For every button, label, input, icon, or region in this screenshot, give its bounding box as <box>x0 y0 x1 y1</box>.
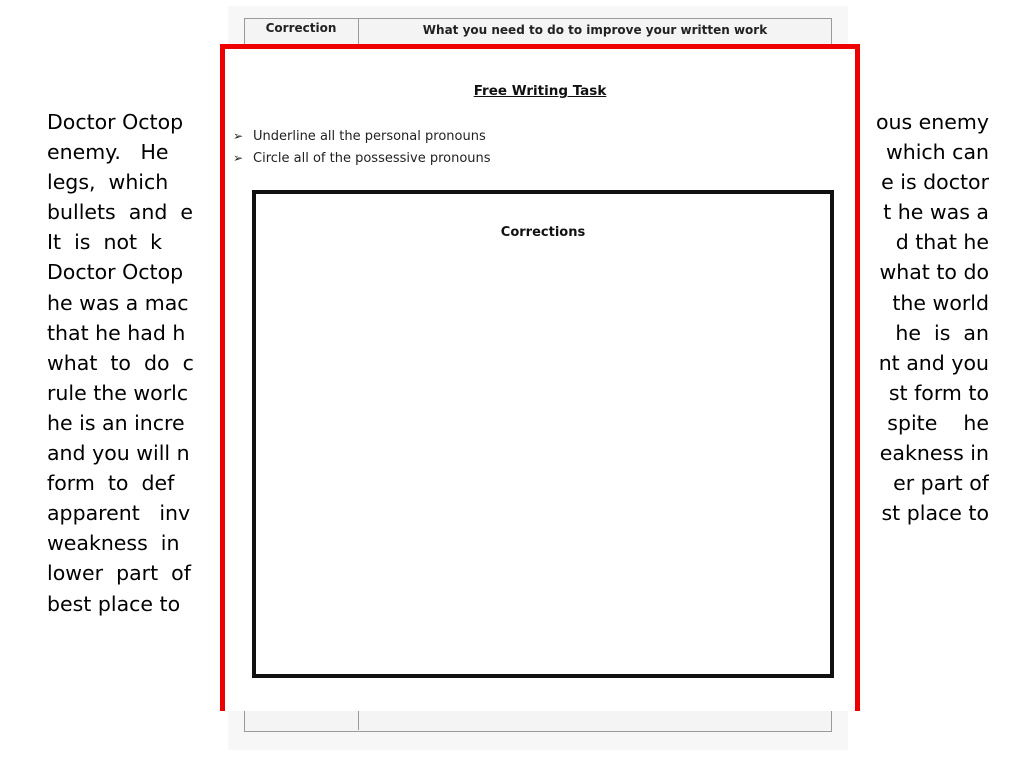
slide-line: the world <box>892 290 989 315</box>
slide-line: weakness in <box>47 531 180 556</box>
arrow-bullet-icon: ➢ <box>233 151 244 165</box>
slide-line: apparent inv <box>47 501 191 526</box>
slide-line: d that he <box>895 230 989 255</box>
slide-line: legs, which <box>47 170 169 195</box>
corrections-label: Corrections <box>500 225 586 240</box>
back-table-header-correction: Correction <box>244 18 359 40</box>
slide-line: bullets and e <box>47 200 193 225</box>
arrow-bullet-icon: ➢ <box>233 129 244 143</box>
instruction-text: Circle all of the possessive pronouns <box>253 151 491 166</box>
slide-line: ous enemy <box>875 110 989 134</box>
slide-line: t he was a <box>883 200 989 225</box>
slide-text-left-column <box>47 107 215 619</box>
slide-line: he is an <box>895 320 989 345</box>
slide-line: that he had h <box>47 320 186 345</box>
slide-line: what to do <box>879 260 989 285</box>
slide-line: which can <box>885 140 989 165</box>
slide-line: spite he <box>887 410 989 435</box>
free-writing-worksheet <box>220 44 860 711</box>
slide-line: Doctor Octop <box>47 110 184 134</box>
slide-line: eakness in <box>879 441 989 466</box>
slide-text-right-column <box>855 107 989 528</box>
slide-line: Doctor Octop <box>47 260 184 285</box>
back-table-header-improve: What you need to do to improve your written work <box>422 23 768 37</box>
worksheet-title: Free Writing Task <box>473 83 607 99</box>
slide-line: nt and you <box>878 350 989 375</box>
instruction-item <box>233 129 486 144</box>
slide-line: lower part of <box>47 561 191 586</box>
corrections-box <box>252 190 834 678</box>
slide-line: er part of <box>893 471 989 496</box>
slide-line: what to do c <box>47 350 194 375</box>
slide-line: st form to <box>888 380 989 405</box>
slide-line: e is doctor <box>881 170 989 195</box>
slide-line: It is not k <box>47 230 163 255</box>
slide-line: and you will n <box>47 441 190 466</box>
slide-line: form to def <box>47 471 175 496</box>
instruction-item <box>233 151 491 166</box>
slide-line: rule the worlc <box>47 380 189 405</box>
slide-line: enemy. He <box>47 140 169 165</box>
slide-line: best place to <box>47 591 181 616</box>
slide-line: he is an incre <box>47 410 185 435</box>
slide-line: st place to <box>881 501 989 526</box>
instruction-text: Underline all the personal pronouns <box>253 129 486 144</box>
slide-line: he was a mac <box>47 290 189 315</box>
